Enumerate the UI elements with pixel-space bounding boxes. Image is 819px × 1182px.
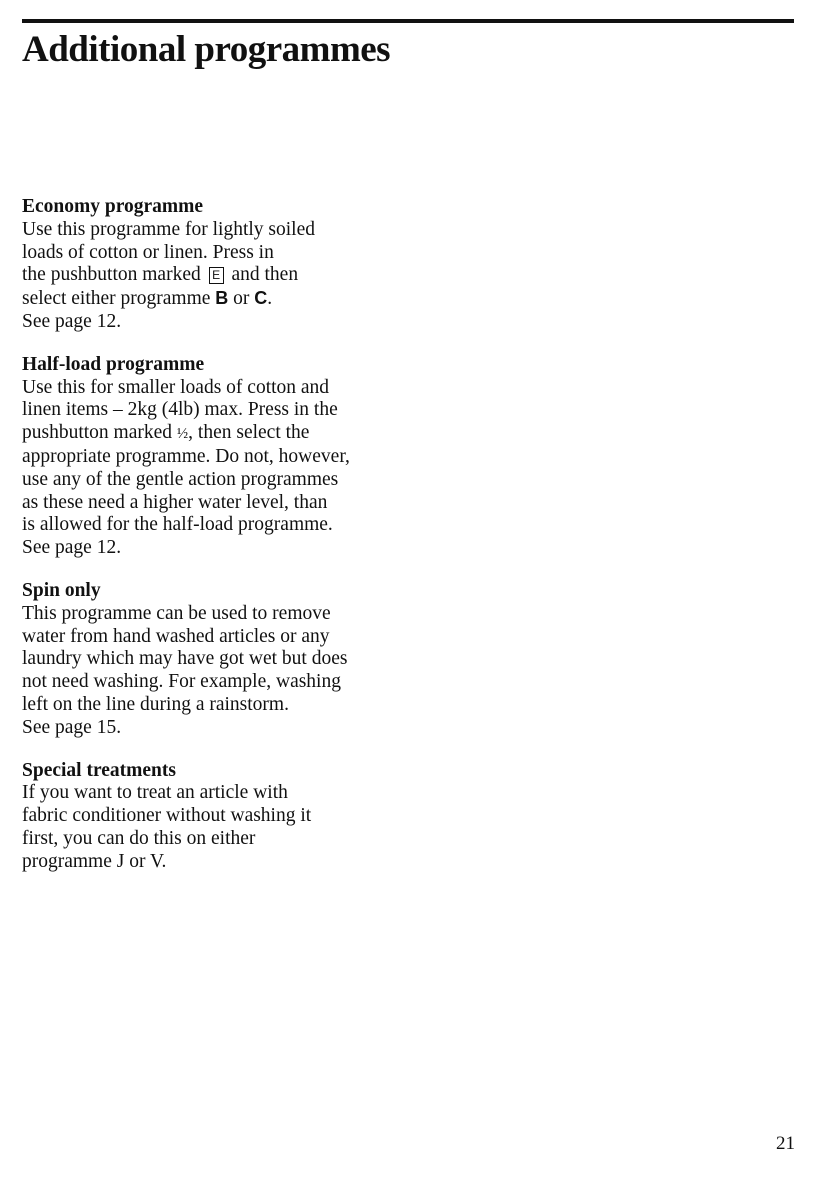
economy-button-symbol: E (209, 267, 224, 284)
main-content (22, 196, 442, 894)
text-line: If you want to treat an article with (22, 782, 288, 804)
section-half-load-programme (22, 354, 442, 560)
page-reference: See page 12. (22, 310, 122, 332)
text-line: use any of the gentle action programmes (22, 468, 339, 490)
text-line: fabric conditioner without washing it (22, 805, 312, 827)
text-line: is allowed for the half-load programme. (22, 514, 333, 536)
text-fragment: select either programme (22, 288, 211, 310)
section-heading: Spin only (22, 579, 101, 601)
programme-b-label: B (215, 288, 229, 309)
text-line: loads of cotton or linen. Press in (22, 241, 274, 263)
text-line: appropriate programme. Do not, however, (22, 445, 350, 467)
text-line: water from hand washed articles or any (22, 625, 330, 647)
top-rule (22, 19, 794, 23)
page-number: 21 (776, 1133, 795, 1154)
section-heading: Special treatments (22, 759, 176, 781)
page-reference: See page 15. (22, 716, 122, 738)
half-load-symbol: ½ (176, 426, 189, 443)
text-fragment: or (233, 288, 250, 310)
text-line: Use this programme for lightly soiled (22, 218, 315, 240)
text-line (22, 264, 442, 287)
text-fragment: and then (231, 264, 299, 286)
text-fragment: pushbutton marked (22, 422, 173, 444)
programme-c-label: C (254, 288, 268, 309)
text-line: This programme can be used to remove (22, 602, 331, 624)
section-heading: Half-load programme (22, 353, 205, 375)
text-line: linen items – 2kg (4lb) max. Press in the (22, 399, 338, 421)
text-fragment: the pushbutton marked (22, 264, 201, 286)
page-title: Additional programmes (22, 29, 391, 70)
text-line: Use this for smaller loads of cotton and (22, 376, 330, 398)
text-line (22, 287, 442, 311)
text-fragment: , then select the (188, 422, 310, 444)
section-economy-programme (22, 196, 442, 334)
section-spin-only (22, 580, 442, 740)
text-line: as these need a higher water level, than (22, 491, 328, 513)
section-heading: Economy programme (22, 196, 204, 217)
text-line: left on the line during a rainstorm. (22, 693, 289, 715)
page-reference: See page 12. (22, 537, 122, 559)
section-special-treatments (22, 760, 442, 874)
text-line: not need washing. For example, washing (22, 671, 341, 693)
text-line (22, 422, 442, 446)
text-line: first, you can do this on either (22, 827, 256, 849)
text-line: programme J or V. (22, 850, 167, 872)
text-line: laundry which may have got wet but does (22, 648, 348, 670)
text-fragment: . (267, 288, 273, 310)
